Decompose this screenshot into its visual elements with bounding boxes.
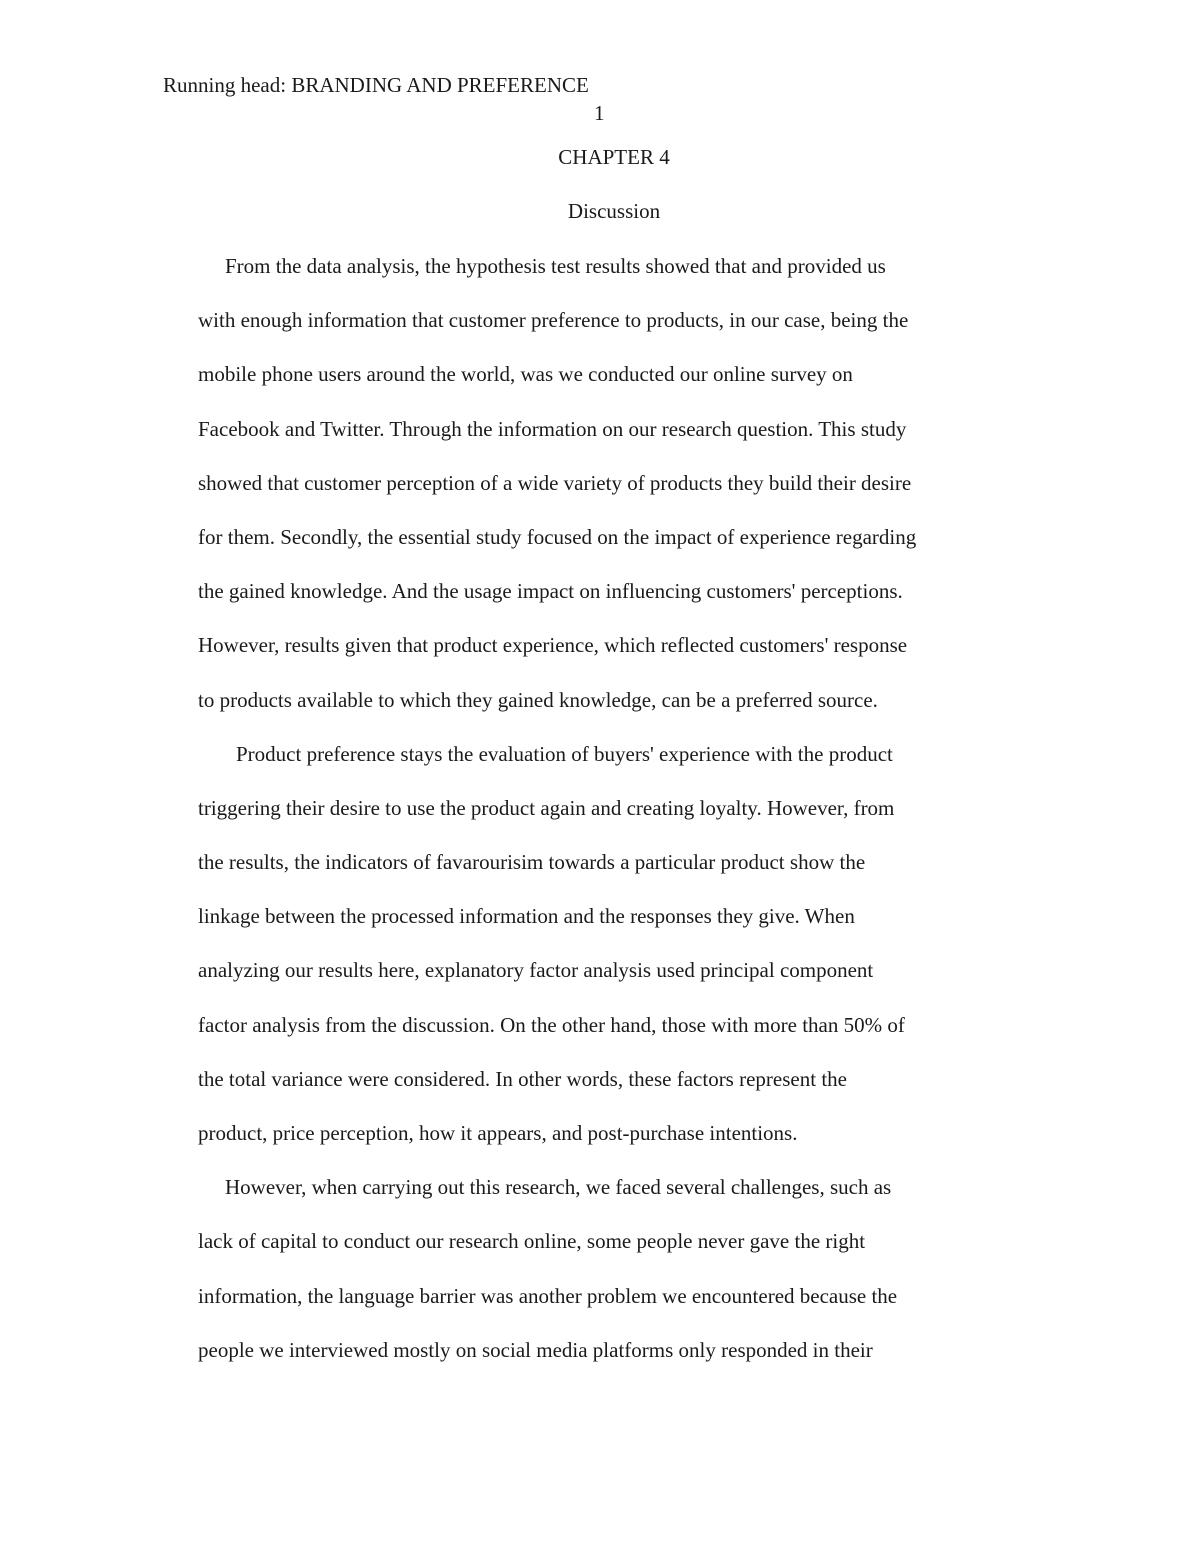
paragraph-line: with enough information that customer preference to products, in our case, being the bbox=[198, 308, 909, 333]
paragraph-3 bbox=[198, 1172, 1028, 1389]
paragraph-line: analyzing our results here, explanatory factor analysis used principal component bbox=[198, 958, 874, 983]
paragraph-line: factor analysis from the discussion. On the other hand, those with more than 50% of bbox=[198, 1012, 905, 1037]
running-head: Running head: BRANDING AND PREFERENCE bbox=[163, 73, 589, 97]
paragraph-line: product, price perception, how it appears, and post-purchase intentions. bbox=[198, 1121, 798, 1145]
paragraph-line: However, results given that product experience, which reflected customers' response bbox=[198, 633, 908, 658]
paragraph-1 bbox=[198, 251, 1028, 739]
paragraph-line: the total variance were considered. In other words, these factors represent the bbox=[198, 1066, 847, 1091]
document-body bbox=[198, 251, 1028, 1389]
paragraph-line: the results, the indicators of favarourisim towards a particular product show the bbox=[198, 850, 866, 875]
paragraph-line: people we interviewed mostly on social media platforms only responded in their bbox=[198, 1337, 873, 1362]
paragraph-line: information, the language barrier was another problem we encountered because the bbox=[198, 1283, 898, 1308]
page-number: 1 bbox=[594, 101, 605, 125]
section-heading: Discussion bbox=[567, 199, 661, 223]
paragraph-line: mobile phone users around the world, was we conducted our online survey on bbox=[198, 362, 853, 387]
paragraph-line: for them. Secondly, the essential study focused on the impact of experience regarding bbox=[198, 524, 917, 549]
paragraph-line: Facebook and Twitter. Through the information on our research question. This study bbox=[198, 416, 907, 441]
paragraph-line: the gained knowledge. And the usage impact on influencing customers' perceptions. bbox=[198, 579, 903, 604]
paragraph-line: From the data analysis, the hypothesis test results showed that and provided us bbox=[225, 254, 886, 278]
chapter-title: CHAPTER 4 bbox=[558, 145, 670, 169]
paragraph-line: However, when carrying out this research, we faced several challenges, such as bbox=[225, 1175, 892, 1200]
paragraph-line: linkage between the processed information and the responses they give. When bbox=[198, 904, 855, 929]
paragraph-2 bbox=[198, 739, 1028, 1173]
paragraph-line: showed that customer perception of a wide variety of products they build their desire bbox=[198, 470, 912, 495]
paragraph-line: triggering their desire to use the product again and creating loyalty. However, from bbox=[198, 795, 895, 820]
paragraph-line: to products available to which they gained knowledge, can be a preferred source. bbox=[198, 687, 878, 712]
paragraph-line: lack of capital to conduct our research online, some people never gave the right bbox=[198, 1229, 866, 1254]
paragraph-line: Product preference stays the evaluation of buyers' experience with the product bbox=[236, 741, 893, 766]
